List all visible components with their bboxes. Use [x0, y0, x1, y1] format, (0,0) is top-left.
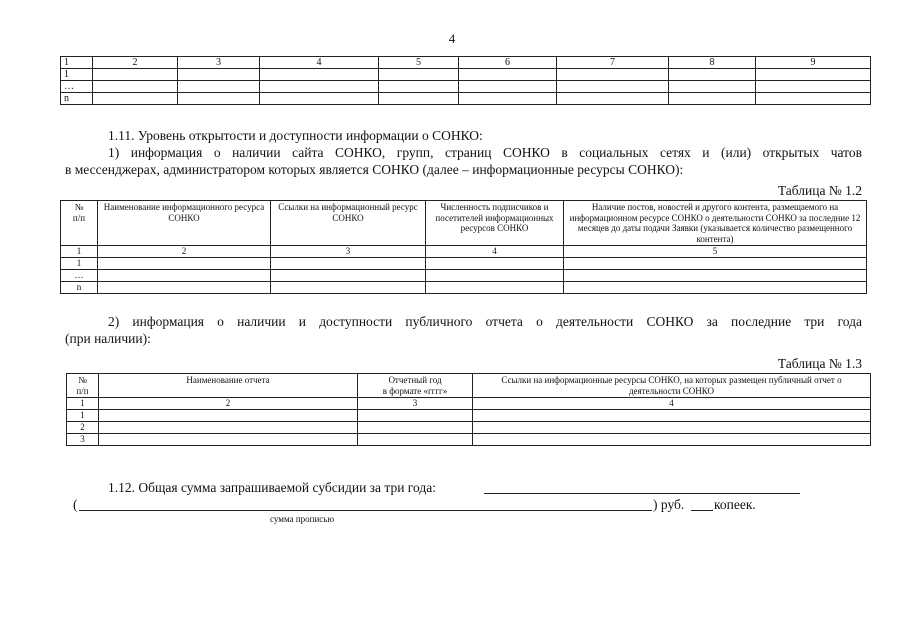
table-row: 3: [67, 434, 871, 446]
section-1-11-item1-line1: 1) информация о наличии сайта СОНКО, групп, страниц СОНКО в социальных сетях и (или) открытых чатов: [108, 145, 862, 160]
header-cell: 1: [61, 57, 93, 69]
item2-line2: (при наличии):: [65, 331, 151, 346]
kopecks-label: копеек.: [714, 497, 756, 512]
header-cell: 5: [379, 57, 459, 69]
open-paren: (: [73, 497, 78, 512]
table-1-2-caption: Таблица № 1.2: [777, 183, 862, 198]
amount-in-words-caption: сумма прописью: [270, 514, 335, 524]
table-row: [61, 69, 871, 81]
table-row: [61, 81, 871, 93]
table-header-row: [61, 201, 867, 246]
header-cell: 9: [756, 57, 871, 69]
table-row: 1: [61, 258, 867, 270]
header-cell-links: Ссылки на информационный ресурс СОНКО: [271, 201, 426, 246]
header-cell-report-name: Наименование отчета: [99, 374, 358, 398]
table-row: 1: [67, 410, 871, 422]
header-cell: 8: [669, 57, 756, 69]
header-cell-posts: Наличие постов, новостей и другого контента, размещаемого на информационном ресурсе СОНКО о деятельности СОНКО за последние 12 месяцев до даты подачи Заявки (указывается количество размещенного контента): [564, 201, 867, 246]
table-row: …: [61, 270, 867, 282]
table-number-row: 1 2 3 4: [67, 398, 871, 410]
table-header-row: [67, 374, 871, 398]
row-number: n: [61, 93, 93, 105]
header-cell-resource-name: Наименование информационного ресурса СОНКО: [98, 201, 271, 246]
header-cell-report-year: Отчетный год в формате «гггг»: [358, 374, 473, 398]
header-cell: 3: [178, 57, 260, 69]
section-1-12-heading: 1.12. Общая сумма запрашиваемой субсидии за три года:: [108, 480, 436, 495]
header-cell: 7: [557, 57, 669, 69]
page-number: 4: [448, 31, 456, 46]
section-1-11-heading: 1.11. Уровень открытости и доступности информации о СОНКО:: [108, 128, 483, 143]
table-row: 2: [67, 422, 871, 434]
header-cell-report-links: Ссылки на информационные ресурсы СОНКО, на которых размещен публичный отчет о деятельности СОНКО: [473, 374, 871, 398]
header-cell-subscribers: Численность подписчиков и посетителей информационных ресурсов СОНКО: [426, 201, 564, 246]
currency-rub: ) руб.: [653, 497, 685, 512]
table-header-row: [61, 57, 871, 69]
subsidy-amount-line: [484, 493, 800, 494]
table-number-row: 1 2 3 4 5: [61, 246, 867, 258]
table-1-2: [60, 200, 867, 294]
table-row: n: [61, 282, 867, 294]
section-1-11-item1-line2: в мессенджерах, администратором которых является СОНКО (далее – информационные ресурсы СОНКО):: [65, 162, 684, 177]
table-row: [61, 93, 871, 105]
row-number: …: [61, 81, 93, 93]
amount-in-words-line: [79, 510, 652, 511]
item2-line1: 2) информация о наличии и доступности публичного отчета о деятельности СОНКО за последние три года: [108, 314, 862, 329]
row-number: 1: [61, 69, 93, 81]
header-cell: 6: [459, 57, 557, 69]
table-continuation: [60, 56, 871, 105]
header-cell-number: № п/п: [61, 201, 98, 246]
header-cell-number: № п/п: [67, 374, 99, 398]
header-cell: 4: [260, 57, 379, 69]
table-1-3-caption: Таблица № 1.3: [777, 356, 862, 371]
table-1-3: [66, 373, 871, 446]
header-cell: 2: [93, 57, 178, 69]
kopecks-line: [691, 510, 713, 511]
